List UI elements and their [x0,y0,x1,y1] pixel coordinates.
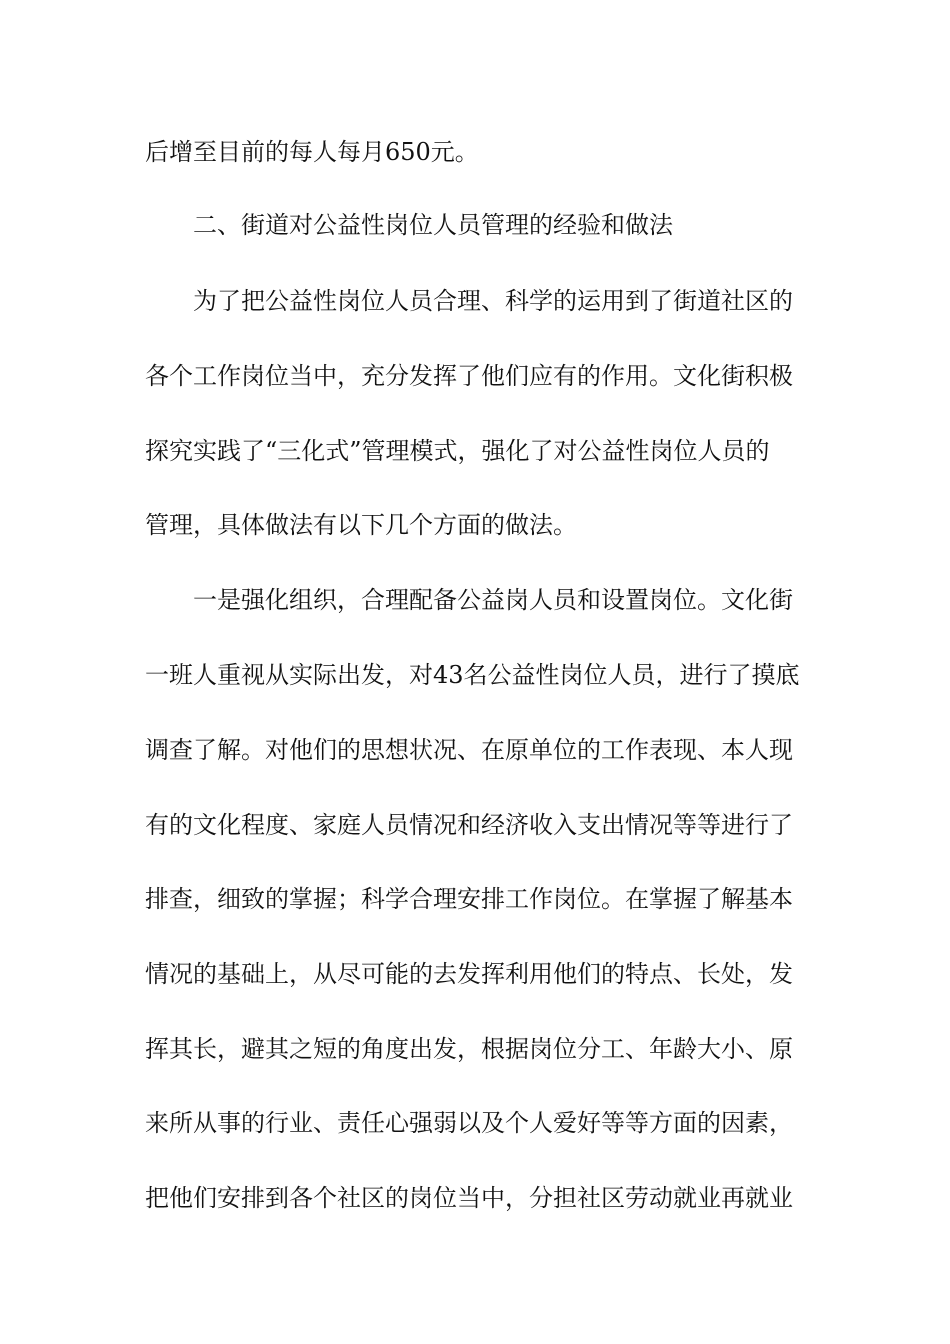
text-line-8: 一班人重视从实际出发，对43名公益性岗位人员，进行了摸底 [145,661,800,689]
text-line-9: 调查了解。对他们的思想状况、在原单位的工作表现、本人现 [145,736,793,764]
text-line-7: 一是强化组织，合理配备公益岗人员和设置岗位。文化街 [193,586,793,614]
text-line-1: 后增至目前的每人每月650元。 [145,138,479,166]
text-line-14: 来所从事的行业、责任心强弱以及个人爱好等等方面的因素， [145,1109,793,1137]
text-line-11: 排查，细致的掌握；科学合理安排工作岗位。在掌握了解基本 [145,885,793,913]
text-line-6: 管理，具体做法有以下几个方面的做法。 [145,511,577,539]
text-line-10: 有的文化程度、家庭人员情况和经济收入支出情况等等进行了 [145,811,793,839]
text-line-4: 各个工作岗位当中，充分发挥了他们应有的作用。文化街积极 [145,362,793,390]
text-line-5: 探究实践了“三化式”管理模式，强化了对公益性岗位人员的 [145,437,770,465]
text-line-13: 挥其长，避其之短的角度出发，根据岗位分工、年龄大小、原 [145,1035,793,1063]
section-heading: 二、街道对公益性岗位人员管理的经验和做法 [193,211,673,239]
text-line-15: 把他们安排到各个社区的岗位当中，分担社区劳动就业再就业 [145,1184,793,1212]
text-line-12: 情况的基础上，从尽可能的去发挥利用他们的特点、长处，发 [145,960,793,988]
text-line-3: 为了把公益性岗位人员合理、科学的运用到了街道社区的 [193,287,793,315]
